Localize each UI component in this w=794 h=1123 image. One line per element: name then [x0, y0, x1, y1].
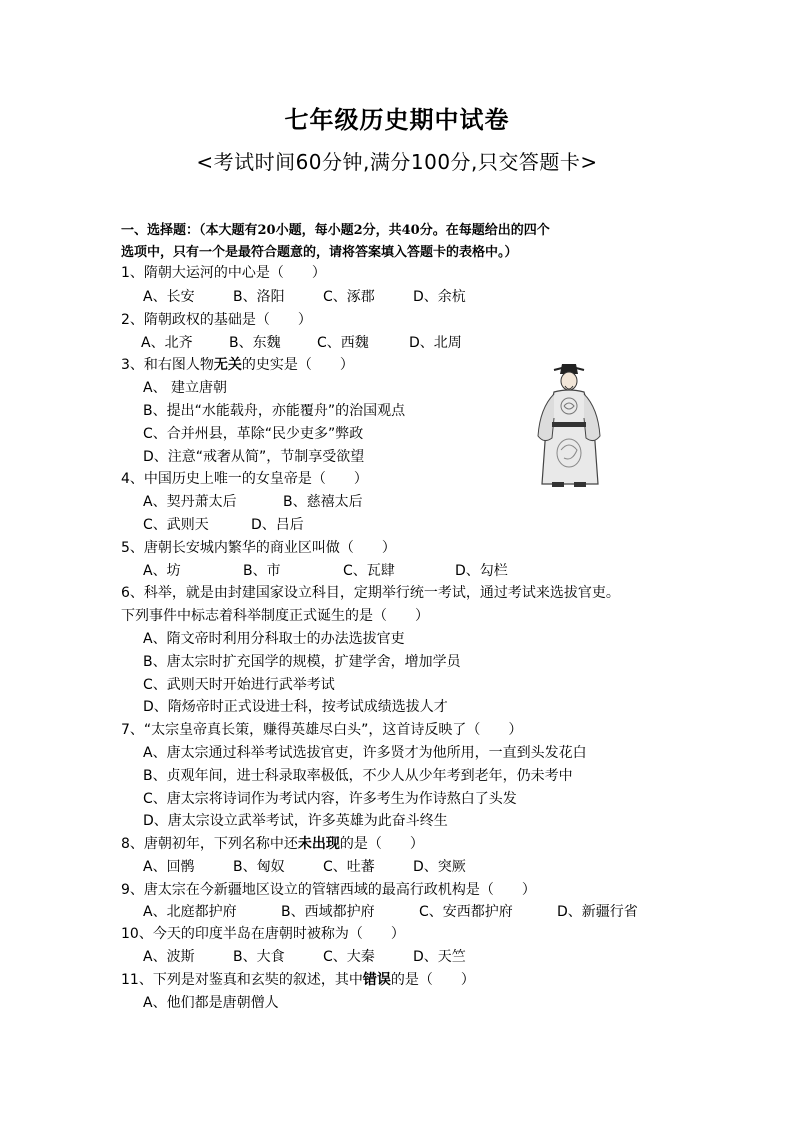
q1-option-b: B、洛阳 — [233, 289, 285, 305]
q11-stem-pre: 11、下列是对鉴真和玄奘的叙述，其中 — [121, 972, 363, 988]
question-10-options — [143, 947, 466, 967]
question-5-options — [143, 561, 508, 581]
section-line-2: 选项中，只有一个是最符合题意的，请将答案填入答题卡的表格中。） — [121, 245, 518, 260]
q10-option-c: C、大秦 — [323, 949, 375, 965]
q8-option-b: B、匈奴 — [233, 859, 285, 875]
q7-option-c: C、唐太宗将诗词作为考试内容，许多考生为作诗熬白了头发 — [143, 791, 517, 807]
question-6-stem-1: 6、科举，就是由封建国家设立科目，定期举行统一考试，通过考试来选拔官吏。 — [121, 585, 620, 601]
q1-option-c: C、涿郡 — [323, 289, 375, 305]
question-8-options — [143, 857, 466, 877]
question-8-stem — [121, 834, 424, 854]
q4-option-d: D、吕后 — [251, 517, 304, 533]
question-2-options — [141, 333, 462, 353]
q11-stem-post: 的是（ ） — [390, 972, 475, 988]
q7-option-b: B、贞观年间，进士科录取率极低，不少人从少年考到老年，仍未考中 — [143, 768, 573, 784]
exam-title: 七年级历史期中试卷 — [284, 106, 510, 134]
section-line-1: 一、选择题：（本大题有20小题，每小题2分，共40分。在每题给出的四个 — [121, 223, 550, 238]
q4-option-b: B、慈禧太后 — [283, 494, 363, 510]
question-6-stem-2: 下列事件中标志着科举制度正式诞生的是（ ） — [121, 608, 429, 624]
q9-option-a: A、北庭都护府 — [143, 904, 237, 920]
q6-option-c: C、武则天时开始进行武举考试 — [143, 677, 335, 693]
q3-option-b: B、提出“水能载舟，亦能覆舟”的治国观点 — [143, 403, 406, 419]
question-4-stem: 4、中国历史上唯一的女皇帝是（ ） — [121, 471, 368, 487]
q8-stem-post: 的是（ ） — [339, 836, 424, 852]
q8-stem-bold: 未出现 — [297, 836, 340, 852]
section-instructions — [121, 220, 681, 264]
exam-subtitle: <考试时间60分钟,满分100分,只交答题卡> — [196, 150, 598, 174]
q5-option-b: B、市 — [243, 563, 281, 579]
q9-option-c: C、安西都护府 — [419, 904, 513, 920]
q9-option-b: B、西域都护府 — [281, 904, 375, 920]
q2-option-a: A、北齐 — [141, 335, 193, 351]
q8-option-a: A、回鹘 — [143, 859, 195, 875]
q6-option-b: B、唐太宗时扩充国学的规模，扩建学舍，增加学员 — [143, 654, 461, 670]
question-9-stem: 9、唐太宗在今新疆地区设立的管辖西域的最高行政机构是（ ） — [121, 882, 536, 898]
question-5-stem: 5、唐朝长安城内繁华的商业区叫做（ ） — [121, 540, 396, 556]
q2-option-b: B、东魏 — [229, 335, 281, 351]
q7-option-a: A、唐太宗通过科举考试选拔官吏，许多贤才为他所用，一直到头发花白 — [143, 745, 587, 761]
question-10-stem: 10、今天的印度半岛在唐朝时被称为（ ） — [121, 926, 405, 942]
question-1-stem: 1、隋朝大运河的中心是（ ） — [121, 265, 326, 281]
q3-option-a: A、 建立唐朝 — [143, 380, 228, 396]
q3-option-c: C、合并州县，革除“民少吏多”弊政 — [143, 426, 364, 442]
q7-option-d: D、唐太宗设立武举考试，许多英雄为此奋斗终生 — [143, 813, 448, 829]
q11-stem-bold: 错误 — [362, 972, 391, 988]
q8-option-d: D、突厥 — [413, 859, 466, 875]
question-11-stem — [121, 970, 475, 990]
question-4-options-2 — [143, 515, 304, 535]
q3-stem-pre: 3、和右图人物 — [121, 357, 214, 373]
q2-option-d: D、北周 — [409, 335, 462, 351]
q10-option-b: B、大食 — [233, 949, 285, 965]
q6-option-a: A、隋文帝时利用分科取士的办法选拔官吏 — [143, 631, 405, 647]
q9-option-d: D、新疆行省 — [557, 904, 638, 920]
question-2-stem: 2、隋朝政权的基础是（ ） — [121, 312, 312, 328]
q10-option-d: D、天竺 — [413, 949, 466, 965]
q4-option-c: C、武则天 — [143, 517, 209, 533]
q1-option-d: D、余杭 — [413, 289, 466, 305]
q6-option-d: D、隋炀帝时正式设进士科，按考试成绩选拔人才 — [143, 699, 448, 715]
tang-emperor-portrait-icon — [524, 358, 614, 492]
question-3-stem — [121, 355, 354, 375]
q8-option-c: C、吐蕃 — [323, 859, 375, 875]
q5-option-d: D、勾栏 — [455, 563, 508, 579]
q1-option-a: A、长安 — [143, 289, 195, 305]
q10-option-a: A、波斯 — [143, 949, 195, 965]
q5-option-a: A、坊 — [143, 563, 181, 579]
question-7-stem: 7、“太宗皇帝真长策，赚得英雄尽白头”，这首诗反映了（ ） — [121, 722, 523, 738]
q3-stem-bold: 无关 — [213, 357, 242, 373]
q11-option-a: A、他们都是唐朝僧人 — [143, 995, 279, 1011]
q4-option-a: A、契丹萧太后 — [143, 494, 237, 510]
question-9-options — [143, 902, 638, 922]
q2-option-c: C、西魏 — [317, 335, 369, 351]
q5-option-c: C、瓦肆 — [343, 563, 395, 579]
q8-stem-pre: 8、唐朝初年，下列名称中还 — [121, 836, 298, 852]
q3-stem-post: 的史实是（ ） — [241, 357, 354, 373]
q3-option-d: D、注意“戒奢从简”，节制享受欲望 — [143, 449, 365, 465]
question-4-options-1 — [143, 492, 363, 512]
question-1-options — [143, 287, 466, 307]
